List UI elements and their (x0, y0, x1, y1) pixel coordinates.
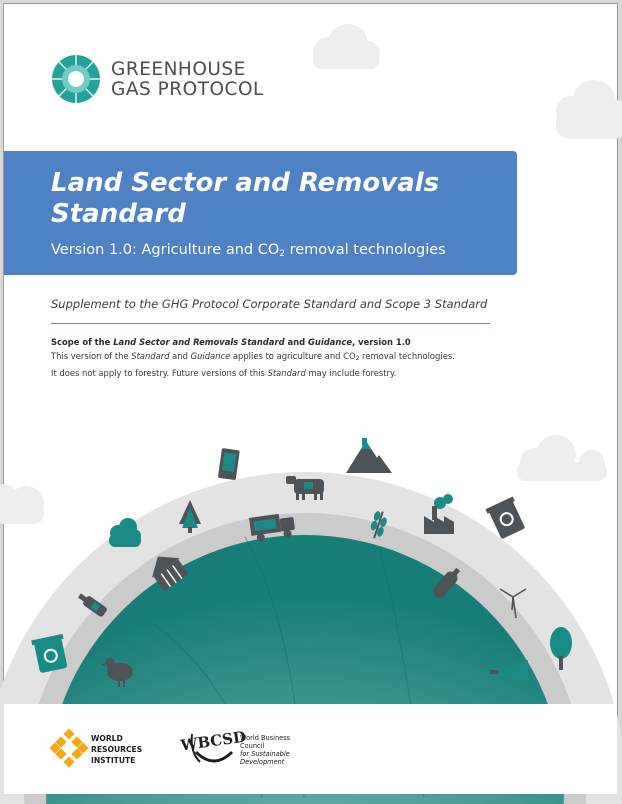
wri-name: WORLD RESOURCES INSTITUTE (91, 734, 143, 765)
trash-bin-icon (218, 448, 240, 480)
document-title: Land Sector and Removals Standard (51, 168, 440, 229)
scope-line-1: This version of the Standard and Guidance applies to agriculture and $CO_2$ removal technologies. (51, 351, 455, 362)
cloud-icon (556, 80, 622, 139)
cloud-icon (313, 24, 380, 69)
partner-logos (4, 704, 617, 794)
wri-logo (51, 730, 87, 766)
supplement-note: Supplement to the GHG Protocol Corporate Standard and Scope 3 Standard (51, 297, 488, 311)
scope-line-2: It does not apply to forestry. Future versions of this Standard may include forestry. (51, 368, 397, 378)
svg-text:WBCSD: WBCSD (179, 727, 248, 755)
document-subtitle: Version 1.0: Agriculture and $CO_2$ removal technologies (51, 242, 446, 259)
org-name (111, 60, 264, 100)
report-cover (3, 3, 618, 798)
cloud-icon (0, 484, 44, 524)
ghg-protocol-logo (51, 54, 101, 104)
wbcsd-logo (179, 726, 248, 772)
cover-illustration (4, 4, 617, 797)
org-name-line2: GAS PROTOCOL (111, 79, 264, 100)
org-name-line1: GREENHOUSE (111, 59, 246, 80)
mountains-icon (346, 438, 392, 473)
wbcsd-name: World Business Council for Sustainable Development (240, 734, 291, 766)
cloud-icon (517, 435, 607, 481)
divider (51, 323, 490, 324)
scope-statement (51, 335, 511, 380)
scope-heading: Scope of the Land Sector and Removals Standard and Guidance, version 1.0 (51, 337, 411, 347)
